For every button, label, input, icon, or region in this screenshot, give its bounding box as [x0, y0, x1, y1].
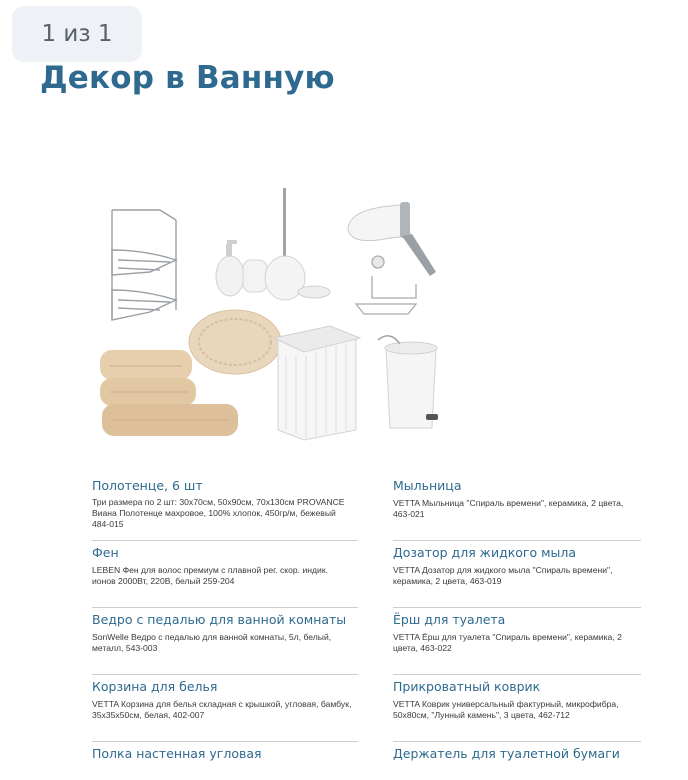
product-name: Корзина для белья	[92, 679, 218, 694]
product-item-hair-dryer[interactable]	[92, 545, 352, 612]
product-name: Фен	[92, 545, 119, 560]
hair-dryer-image	[348, 202, 436, 276]
corner-shelf-image	[112, 210, 176, 320]
soap-holder-image	[356, 256, 416, 314]
product-description: VETTA Корзина для белья складная с крышкой, угловая, бамбук, 35х35х50см, белая, 402-007	[92, 699, 352, 720]
divider	[393, 607, 641, 608]
product-description: Три размера по 2 шт: 30х70см, 50х90см, 70х130см PROVANCE Виана Полотенце махровое, 100% хлопок, 450гр/м, бежевый 484-015	[92, 497, 345, 529]
product-description: SonWelle Ведро с педалью для ванной комнаты, 5л, белый, металл, 543-003	[92, 632, 332, 653]
divider	[393, 674, 641, 675]
bath-mat-image	[189, 310, 281, 374]
bath-set-image	[216, 188, 330, 300]
product-name: Дозатор для жидкого мыла	[393, 545, 577, 560]
product-description: VETTA Коврик универсальный фактурный, микрофибра, 50х80см, "Лунный камень", 3 цвета, 462-712	[393, 699, 619, 720]
product-name: Ёрш для туалета	[393, 612, 506, 627]
product-item-corner-shelf[interactable]	[92, 746, 352, 780]
product-item-toilet-paper-holder[interactable]	[393, 746, 641, 780]
bathroom-products-collage-image	[90, 180, 470, 450]
product-name: Прикроватный коврик	[393, 679, 541, 694]
product-description: VETTA Дозатор для жидкого мыла "Спираль времени", керамика, 2 цвета, 463-019	[393, 565, 613, 586]
product-item-toilet-brush[interactable]	[393, 612, 641, 679]
product-item-towels[interactable]	[92, 478, 352, 545]
divider	[393, 540, 641, 541]
product-name: Полотенце, 6 шт	[92, 478, 203, 493]
page-title: Декор в Ванную	[40, 60, 335, 96]
page-counter: 1 из 1	[12, 6, 142, 62]
product-name: Полка настенная угловая	[92, 746, 262, 761]
product-description: LEBEN Фен для волос премиум с плавной рег. скор. индик. ионов 2000Вт, 220В, белый 259-204	[92, 565, 328, 586]
divider	[393, 741, 641, 742]
product-item-pedal-bin[interactable]	[92, 612, 352, 679]
product-name: Держатель для туалетной бумаги	[393, 746, 620, 761]
laundry-basket-image	[274, 326, 360, 440]
pedal-bin-image	[378, 336, 438, 428]
divider	[92, 741, 358, 742]
product-item-bedside-rug[interactable]	[393, 679, 641, 746]
product-description: VETTA Ёрш для туалета "Спираль времени", керамика, 2 цвета, 463-022	[393, 632, 622, 653]
product-name: Ведро с педалью для ванной комнаты	[92, 612, 347, 627]
divider	[92, 540, 358, 541]
product-description: VETTA Мыльница "Спираль времени", керамика, 2 цвета, 463-021	[393, 498, 624, 519]
product-item-soap-dish[interactable]	[393, 478, 641, 545]
product-name: Мыльница	[393, 478, 462, 493]
divider	[92, 607, 358, 608]
products-right-column	[393, 478, 641, 780]
divider	[92, 674, 358, 675]
product-item-laundry-basket[interactable]	[92, 679, 352, 746]
product-item-soap-dispenser[interactable]	[393, 545, 641, 612]
products-left-column	[92, 478, 352, 780]
